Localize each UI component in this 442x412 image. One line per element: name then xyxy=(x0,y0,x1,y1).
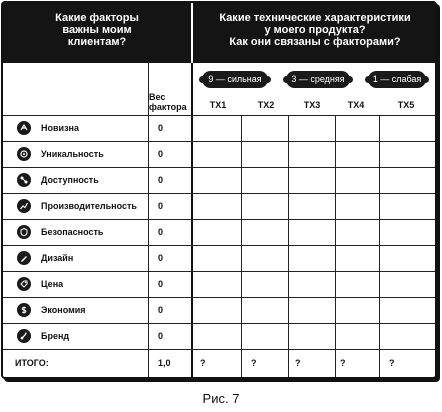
tx-column-header: TX2 xyxy=(257,100,275,110)
factor-weight: 0 xyxy=(158,305,164,315)
uniqueness-icon xyxy=(17,147,31,161)
total-value: ? xyxy=(200,358,206,368)
factor-label: Новизна xyxy=(41,123,79,133)
grid-line xyxy=(3,349,435,350)
factor-label: Уникальность xyxy=(41,149,104,159)
header-divider xyxy=(191,3,193,63)
accessibility-icon xyxy=(17,173,31,187)
characteristics-question-line: Какие технические характеристики xyxy=(219,12,411,24)
factor-row xyxy=(3,220,435,245)
factor-row xyxy=(3,142,435,167)
factor-weight: 0 xyxy=(158,149,164,159)
factor-row xyxy=(3,194,435,219)
legend-medium-badge: 3 — средняя xyxy=(287,72,349,87)
factor-label: Бренд xyxy=(41,331,70,341)
security-icon xyxy=(17,225,31,239)
savings-icon xyxy=(17,303,31,317)
factors-question-line: клиентам? xyxy=(67,36,127,48)
novelty-icon xyxy=(17,121,31,135)
factors-question xyxy=(7,12,187,48)
factor-row xyxy=(3,272,435,297)
total-value: ? xyxy=(251,358,257,368)
factor-weight: 0 xyxy=(158,253,164,263)
legend-weak-badge: 1 — слабая xyxy=(369,72,425,87)
total-weight: 1,0 xyxy=(158,358,171,368)
factor-weight: 0 xyxy=(158,201,164,211)
factor-weight: 0 xyxy=(158,175,164,185)
weight-header-line: Вес xyxy=(149,92,166,102)
characteristics-question-line: Как они связаны с факторами? xyxy=(229,36,401,48)
factor-label: Безопасность xyxy=(41,227,104,237)
factor-weight: 0 xyxy=(158,123,164,133)
factors-question-line: Какие факторы xyxy=(55,12,139,24)
factor-weight: 0 xyxy=(158,227,164,237)
tx-column-header: TX1 xyxy=(209,100,227,110)
matrix-header xyxy=(3,3,435,63)
factors-question-line: важны моим xyxy=(62,24,132,36)
factor-weight: 0 xyxy=(158,279,164,289)
factor-label: Производительность xyxy=(41,201,137,211)
factor-row xyxy=(3,324,435,349)
factor-label: Доступность xyxy=(41,175,99,185)
qfd-matrix xyxy=(1,1,437,379)
factor-row xyxy=(3,116,435,141)
factor-label: Цена xyxy=(41,279,64,289)
total-value: ? xyxy=(340,358,346,368)
total-label: ИТОГО: xyxy=(15,358,49,368)
design-icon xyxy=(17,251,31,265)
weight-header-line: фактора xyxy=(149,102,187,112)
legend-strong-badge: 9 — сильная xyxy=(203,72,267,87)
factor-label: Экономия xyxy=(41,305,86,315)
factor-row xyxy=(3,298,435,323)
characteristics-question-line: у моего продукта? xyxy=(264,24,366,36)
tx-column-header: TX3 xyxy=(303,100,321,110)
factor-row xyxy=(3,246,435,271)
total-value: ? xyxy=(295,358,301,368)
tx-column-header: TX5 xyxy=(397,100,415,110)
performance-icon xyxy=(17,199,31,213)
factor-label: Дизайн xyxy=(41,253,74,263)
total-value: ? xyxy=(389,358,395,368)
figure-caption: Рис. 7 xyxy=(202,391,240,406)
price-icon xyxy=(17,277,31,291)
weight-column-header xyxy=(149,92,195,112)
factor-weight: 0 xyxy=(158,331,164,341)
tx-column-header: TX4 xyxy=(347,100,365,110)
factor-row xyxy=(3,168,435,193)
characteristics-question xyxy=(195,12,435,48)
brand-icon xyxy=(17,329,31,343)
